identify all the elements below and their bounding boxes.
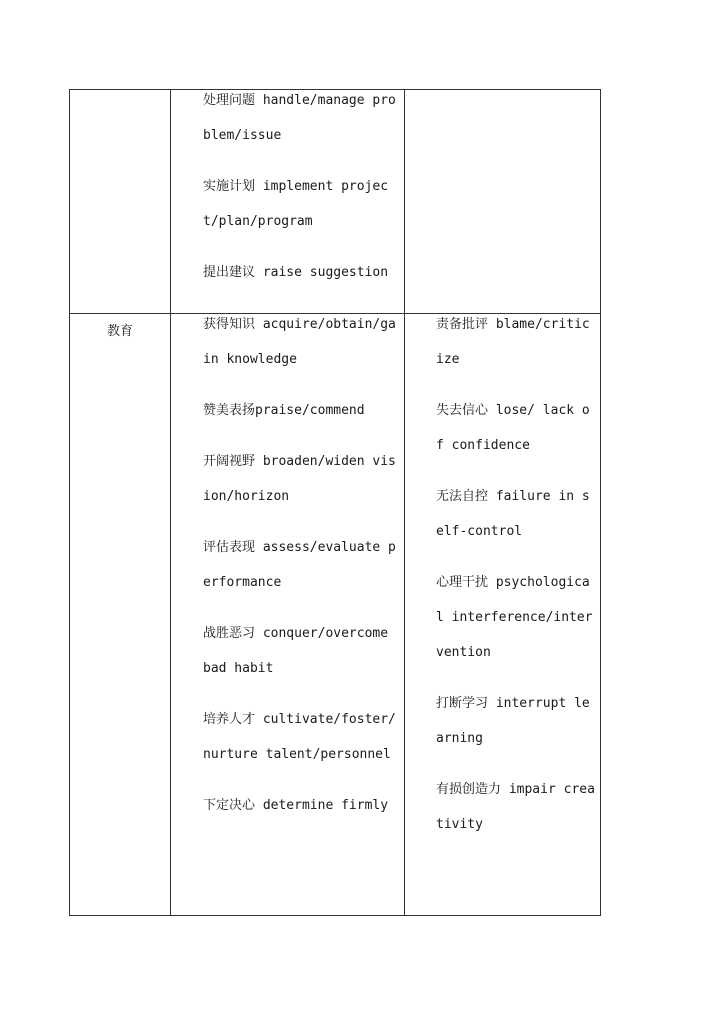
phrase-entry: 打断学习 interrupt learning bbox=[436, 696, 590, 746]
phrase-entry: 心理干扰 psychological interference/intervention bbox=[436, 575, 593, 660]
phrase-entry: 实施计划 implement project/plan/program bbox=[203, 179, 389, 229]
phrase-entry: 下定决心 determine firmly bbox=[203, 798, 389, 813]
negative-phrases-cell bbox=[405, 314, 601, 916]
phrase-entry: 处理问题 handle/manage problem/issue bbox=[203, 93, 396, 143]
phrase-entry: 获得知识 acquire/obtain/gain knowledge bbox=[203, 317, 396, 367]
phrase-entry: 培养人才 cultivate/foster/nurture talent/personnel bbox=[203, 712, 396, 762]
category-cell bbox=[70, 314, 171, 916]
phrase-entry: 有损创造力 impair creativity bbox=[436, 782, 595, 832]
table-row bbox=[70, 90, 601, 314]
phrase-entry: 失去信心 lose/ lack of confidence bbox=[436, 403, 590, 453]
positive-phrases-cell bbox=[171, 314, 405, 916]
category-label: 教育 bbox=[106, 324, 133, 339]
category-cell bbox=[70, 90, 171, 314]
table-row bbox=[70, 314, 601, 916]
phrase-entry: 评估表现 assess/evaluate performance bbox=[203, 540, 396, 590]
phrase-entry: 战胜恶习 conquer/overcome bad habit bbox=[203, 626, 389, 676]
phrase-entry: 开阔视野 broaden/widen vision/horizon bbox=[203, 454, 396, 504]
vocabulary-table bbox=[69, 89, 601, 916]
phrase-entry: 赞美表扬praise/commend bbox=[203, 403, 365, 418]
phrase-entry: 无法自控 failure in self-control bbox=[436, 489, 590, 539]
negative-phrases-cell bbox=[405, 90, 601, 314]
phrase-entry: 提出建议 raise suggestion bbox=[203, 265, 389, 280]
positive-phrases-cell bbox=[171, 90, 405, 314]
phrase-entry: 责备批评 blame/criticize bbox=[436, 317, 590, 367]
